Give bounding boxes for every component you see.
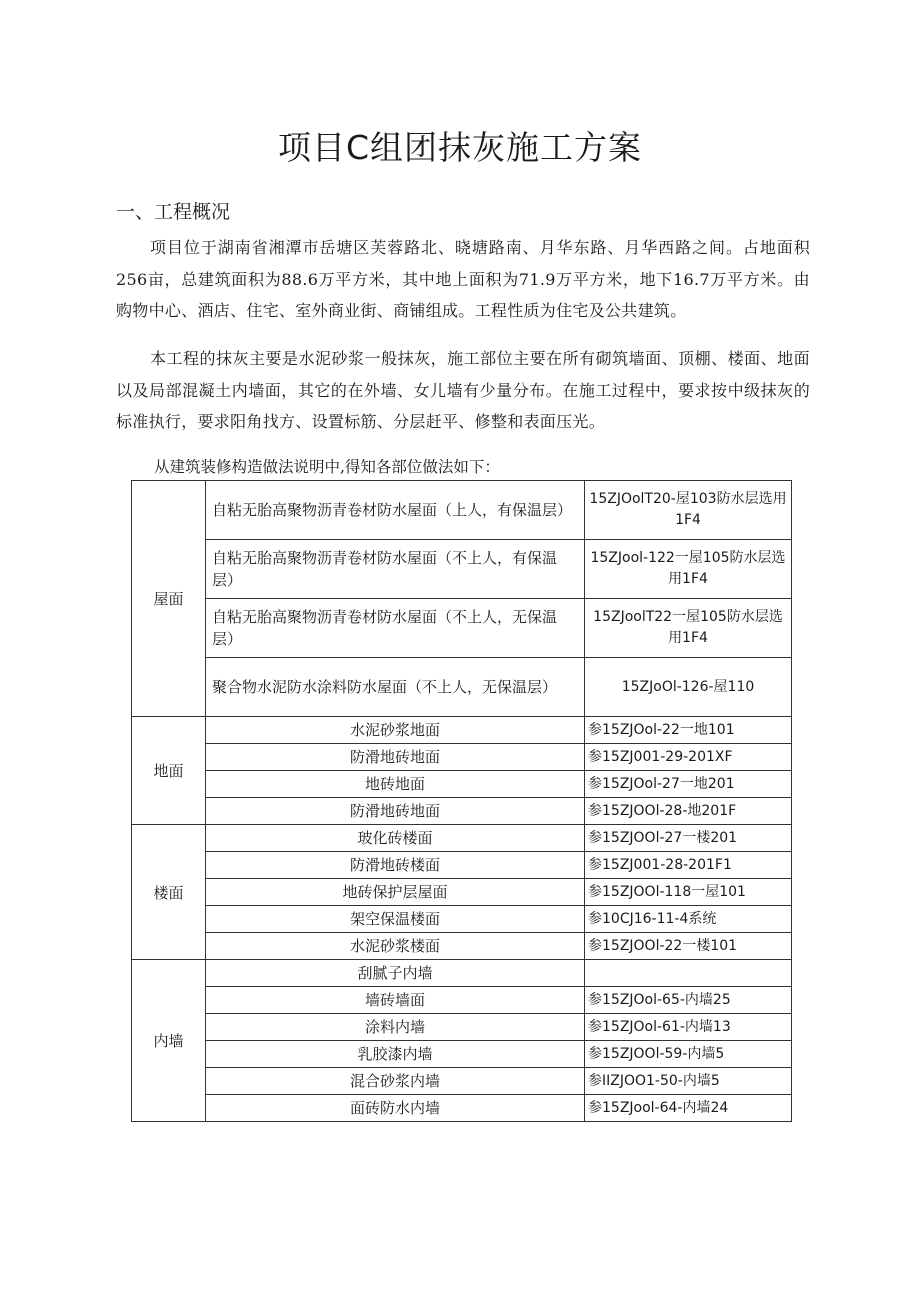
table-row: [132, 960, 792, 987]
item-cell: 墙砖墙面: [206, 987, 585, 1014]
table-intro: 从建筑装修构造做法说明中,得知各部位做法如下：: [154, 458, 500, 476]
reference-cell: 参15ZJ001-28-201F1: [585, 852, 792, 879]
reference-cell: 15ZJoOl-126-屋110: [585, 658, 792, 717]
reference-cell: 参15ZJ001-29-201XF: [585, 744, 792, 771]
reference-cell: 参15ZJOol-22一地101: [585, 717, 792, 744]
item-cell: 水泥砂浆楼面: [206, 933, 585, 960]
reference-cell: [585, 960, 792, 987]
category-cell: 地面: [132, 717, 206, 825]
item-cell: 刮腻子内墙: [206, 960, 585, 987]
table-row: [132, 852, 792, 879]
reference-cell: 参15ZJOOl-59-内墙5: [585, 1041, 792, 1068]
section-heading: 一、工程概况: [116, 201, 231, 223]
reference-cell: 参15ZJOol-61-内墙13: [585, 1014, 792, 1041]
table-row: [132, 1014, 792, 1041]
item-cell: 混合砂浆内墙: [206, 1068, 585, 1095]
item-cell: 地砖保护层屋面: [206, 879, 585, 906]
reference-cell: 参15ZJOol-65-内墙25: [585, 987, 792, 1014]
table-row: [132, 1068, 792, 1095]
table-row: [132, 744, 792, 771]
reference-cell: 参15ZJOOl-118一屋101: [585, 879, 792, 906]
item-cell: 自粘无胎高聚物沥青卷材防水屋面（不上人，有保温层）: [206, 540, 585, 599]
reference-cell: 参15ZJOOl-28-地201F: [585, 798, 792, 825]
item-cell: 乳胶漆内墙: [206, 1041, 585, 1068]
document-title: 项目C组团抹灰施工方案: [277, 128, 643, 167]
category-cell: 屋面: [132, 481, 206, 717]
overview-paragraph: 项目位于湖南省湘潭市岳塘区芙蓉路北、晓塘路南、月华东路、月华西路之间。占地面积256亩，总建筑面积为88.6万平方米，其中地上面积为71.9万平方米，地下16.7万平方米。由购物中心、酒店、住宅、室外商业街、商铺组成。工程性质为住宅及公共建筑。: [116, 238, 810, 320]
item-cell: 玻化砖楼面: [206, 825, 585, 852]
category-cell: 内墙: [132, 960, 206, 1122]
table-row: [132, 906, 792, 933]
table-row: [132, 1041, 792, 1068]
reference-cell: 参15ZJOOl-27一楼201: [585, 825, 792, 852]
reference-cell: 参IIZJOO1-50-内墙5: [585, 1068, 792, 1095]
item-cell: 自粘无胎高聚物沥青卷材防水屋面（不上人，无保温层）: [206, 599, 585, 658]
item-cell: 防滑地砖地面: [206, 744, 585, 771]
table-row: [132, 658, 792, 717]
reference-cell: 15ZJoolT22一屋105防水层选用1F4: [585, 599, 792, 658]
item-cell: 面砖防水内墙: [206, 1095, 585, 1122]
reference-cell: 参15ZJOol-27一地201: [585, 771, 792, 798]
item-cell: 水泥砂浆地面: [206, 717, 585, 744]
reference-cell: 参15ZJool-64-内墙24: [585, 1095, 792, 1122]
table-row: [132, 771, 792, 798]
table-row: [132, 540, 792, 599]
reference-cell: 参10CJ16-11-4系统: [585, 906, 792, 933]
reference-cell: 参15ZJOOl-22一楼101: [585, 933, 792, 960]
item-cell: 地砖地面: [206, 771, 585, 798]
category-cell: 楼面: [132, 825, 206, 960]
table-row: [132, 825, 792, 852]
table-row: [132, 717, 792, 744]
construction-method-table: [131, 480, 792, 1122]
item-cell: 防滑地砖楼面: [206, 852, 585, 879]
table-row: [132, 933, 792, 960]
table-row: [132, 879, 792, 906]
table-row: [132, 1095, 792, 1122]
item-cell: 涂料内墙: [206, 1014, 585, 1041]
reference-cell: 15ZJool-122一屋105防水层选用1F4: [585, 540, 792, 599]
table-row: [132, 599, 792, 658]
reference-cell: 15ZJOolT20-屋103防水层选用1F4: [585, 481, 792, 540]
table-row: [132, 481, 792, 540]
item-cell: 防滑地砖地面: [206, 798, 585, 825]
plastering-scope-paragraph: 本工程的抹灰主要是水泥砂浆一般抹灰，施工部位主要在所有砌筑墙面、顶棚、楼面、地面以及局部混凝土内墙面，其它的在外墙、女儿墙有少量分布。在施工过程中，要求按中级抹灰的标准执行，要求阳角找方、设置标筋、分层赶平、修整和表面压光。: [116, 349, 810, 431]
item-cell: 架空保温楼面: [206, 906, 585, 933]
table-row: [132, 987, 792, 1014]
item-cell: 自粘无胎高聚物沥青卷材防水屋面（上人，有保温层）: [206, 481, 585, 540]
item-cell: 聚合物水泥防水涂料防水屋面（不上人，无保温层）: [206, 658, 585, 717]
table-row: [132, 798, 792, 825]
